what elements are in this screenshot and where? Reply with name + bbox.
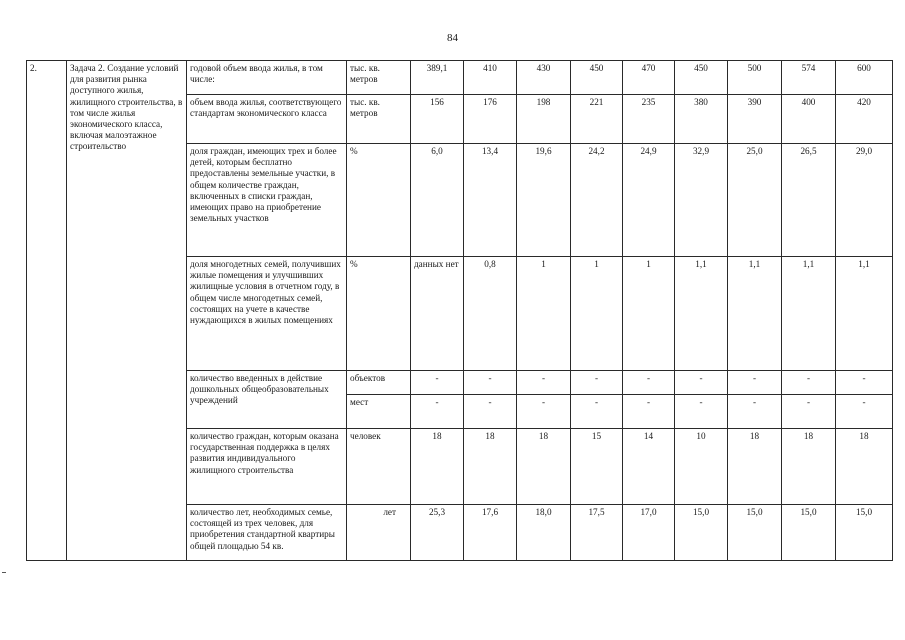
value-cell: 198 — [517, 95, 571, 144]
value-cell: 430 — [517, 61, 571, 95]
value-cell: - — [728, 371, 782, 395]
value-cell: 1 — [571, 257, 623, 371]
value-cell: 18 — [836, 429, 893, 505]
value-cell: 25,3 — [411, 505, 464, 561]
value-cell: 1 — [623, 257, 675, 371]
indicators-table-body — [27, 61, 893, 561]
value-cell: 15,0 — [675, 505, 728, 561]
unit-cell: тыс. кв. метров — [347, 95, 411, 144]
unit-cell: мест — [347, 395, 411, 429]
value-cell: 13,4 — [464, 144, 517, 257]
value-cell: 10 — [675, 429, 728, 505]
indicator-label: доля многодетных семей, получивших жилые помещения и улучшивших жилищные условия в отчетном году, в общем числе многодетных семей, состоящих на учете в качестве нуждающихся в жилых помещениях — [187, 257, 347, 371]
value-cell: 176 — [464, 95, 517, 144]
unit-cell: лет — [347, 505, 411, 561]
value-cell: данных нет — [411, 257, 464, 371]
value-cell: 574 — [782, 61, 836, 95]
table-row — [27, 61, 893, 95]
value-cell: 15 — [571, 429, 623, 505]
value-cell: - — [571, 371, 623, 395]
page-number: 84 — [447, 32, 458, 44]
value-cell: 15,0 — [836, 505, 893, 561]
value-cell: 450 — [571, 61, 623, 95]
unit-cell: % — [347, 257, 411, 371]
value-cell: 1,1 — [675, 257, 728, 371]
value-cell: 389,1 — [411, 61, 464, 95]
unit-cell: объектов — [347, 371, 411, 395]
value-cell: 18 — [782, 429, 836, 505]
value-cell: 0,8 — [464, 257, 517, 371]
value-cell: - — [411, 371, 464, 395]
value-cell: 390 — [728, 95, 782, 144]
indicator-label: объем ввода жилья, соответствующего стандартам экономического класса — [187, 95, 347, 144]
value-cell: 600 — [836, 61, 893, 95]
value-cell: 420 — [836, 95, 893, 144]
value-cell: - — [782, 371, 836, 395]
value-cell: - — [517, 371, 571, 395]
value-cell: - — [623, 371, 675, 395]
value-cell: 1 — [517, 257, 571, 371]
value-cell: 1,1 — [782, 257, 836, 371]
value-cell: - — [728, 395, 782, 429]
value-cell: 470 — [623, 61, 675, 95]
value-cell: 6,0 — [411, 144, 464, 257]
value-cell: 17,0 — [623, 505, 675, 561]
value-cell: - — [571, 395, 623, 429]
value-cell: - — [623, 395, 675, 429]
value-cell: - — [836, 371, 893, 395]
value-cell: - — [517, 395, 571, 429]
value-cell: - — [782, 395, 836, 429]
value-cell: - — [464, 371, 517, 395]
value-cell: 24,2 — [571, 144, 623, 257]
value-cell: 26,5 — [782, 144, 836, 257]
value-cell: 32,9 — [675, 144, 728, 257]
value-cell: - — [411, 395, 464, 429]
value-cell: 17,5 — [571, 505, 623, 561]
value-cell: 19,6 — [517, 144, 571, 257]
indicator-label: доля граждан, имеющих трех и более детей, которым бесплатно предоставлены земельные участки, в общем количестве граждан, включенных в списки граждан, имеющих право на приобретение земельных участков — [187, 144, 347, 257]
value-cell: 25,0 — [728, 144, 782, 257]
value-cell: 14 — [623, 429, 675, 505]
value-cell: 400 — [782, 95, 836, 144]
value-cell: 156 — [411, 95, 464, 144]
value-cell: - — [836, 395, 893, 429]
value-cell: 18,0 — [517, 505, 571, 561]
task-cell: Задача 2. Создание условий для развития рынка доступного жилья, жилищного строительства, в том числе жилья экономического класса, включая малоэтажное строительство — [67, 61, 187, 561]
value-cell: 380 — [675, 95, 728, 144]
value-cell: 17,6 — [464, 505, 517, 561]
indicator-label: количество введенных в действие дошкольных общеобразовательных учреждений — [187, 371, 347, 429]
unit-cell: человек — [347, 429, 411, 505]
indicators-table — [26, 60, 893, 561]
value-cell: 410 — [464, 61, 517, 95]
value-cell: 15,0 — [782, 505, 836, 561]
value-cell: 24,9 — [623, 144, 675, 257]
value-cell: 18 — [517, 429, 571, 505]
indicator-label: количество лет, необходимых семье, состоящей из трех человек, для приобретения стандартной квартиры общей площадью 54 кв. — [187, 505, 347, 561]
value-cell: 1,1 — [836, 257, 893, 371]
unit-cell: тыс. кв. метров — [347, 61, 411, 95]
value-cell: 18 — [411, 429, 464, 505]
value-cell: 500 — [728, 61, 782, 95]
value-cell: 18 — [464, 429, 517, 505]
scan-edge-mark — [2, 572, 6, 573]
row-number-cell: 2. — [27, 61, 67, 561]
value-cell: 235 — [623, 95, 675, 144]
value-cell: 15,0 — [728, 505, 782, 561]
value-cell: 18 — [728, 429, 782, 505]
value-cell: - — [675, 395, 728, 429]
value-cell: 450 — [675, 61, 728, 95]
indicator-label: количество граждан, которым оказана государственная поддержка в целях развития индивидуального жилищного строительства — [187, 429, 347, 505]
unit-cell: % — [347, 144, 411, 257]
value-cell: 221 — [571, 95, 623, 144]
value-cell: - — [675, 371, 728, 395]
value-cell: 1,1 — [728, 257, 782, 371]
value-cell: 29,0 — [836, 144, 893, 257]
indicator-label: годовой объем ввода жилья, в том числе: — [187, 61, 347, 95]
value-cell: - — [464, 395, 517, 429]
